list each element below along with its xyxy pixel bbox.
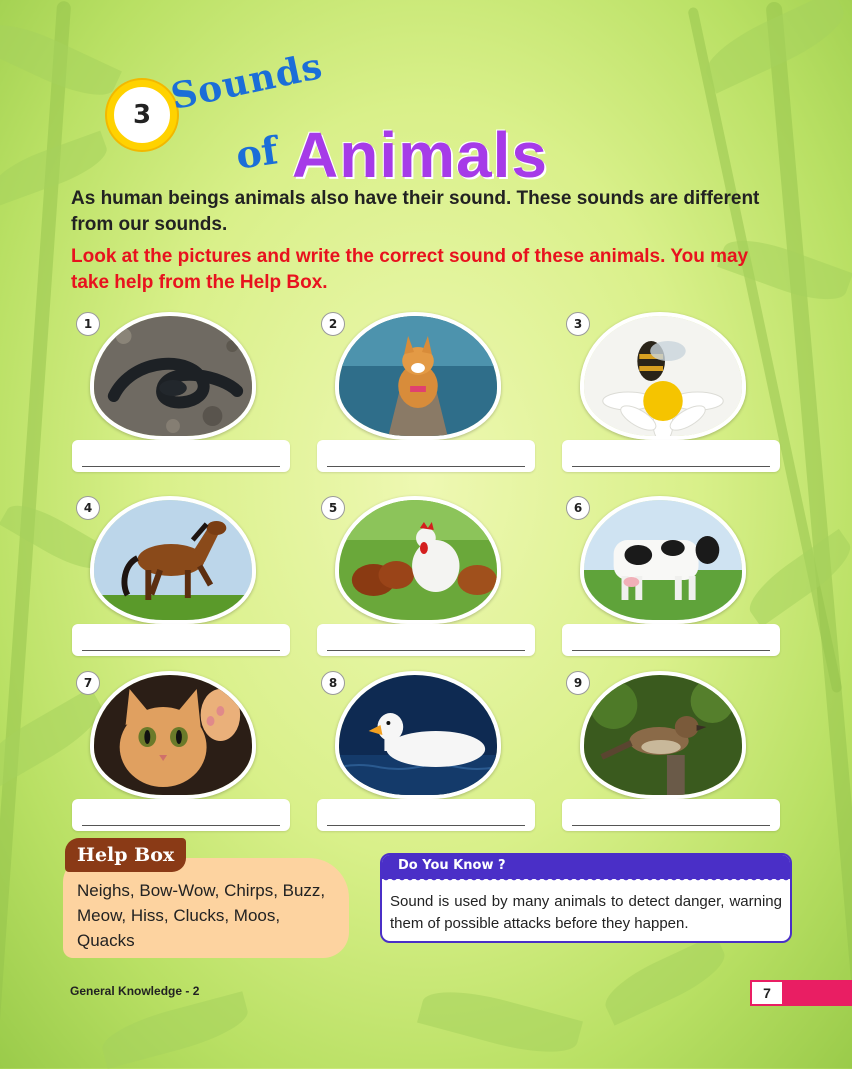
exercise-item-hen [317, 496, 537, 666]
item-number: 6 [566, 496, 590, 520]
exercise-item-cat [72, 671, 292, 841]
item-number: 4 [76, 496, 100, 520]
exercise-item-horse [72, 496, 292, 666]
answer-box [72, 799, 290, 831]
help-box-title: Help Box [65, 838, 186, 872]
title-animals: Animals [292, 119, 548, 191]
exercise-item-cow [562, 496, 782, 666]
snake-image [90, 312, 256, 440]
do-you-know-header [382, 855, 790, 879]
item-number: 2 [321, 312, 345, 336]
exercise-item-duck [317, 671, 537, 841]
answer-input[interactable] [82, 464, 280, 467]
instruction-text: Look at the pictures and write the correct sound of these animals. You may take help from the Help Box. [71, 246, 749, 293]
chapter-number: 3 [132, 100, 152, 130]
item-number: 9 [566, 671, 590, 695]
item-number: 8 [321, 671, 345, 695]
exercise-item-bee [562, 312, 782, 482]
answer-input[interactable] [327, 464, 525, 467]
answer-box [317, 624, 535, 656]
exercise-item-dog [317, 312, 537, 482]
do-you-know-title: Do You Know ? [398, 858, 506, 873]
do-you-know-box [380, 853, 792, 943]
scallop-border [382, 877, 790, 883]
duck-image [335, 671, 501, 799]
title-of: of [233, 127, 281, 178]
help-box-words: Neighs, Bow-Wow, Chirps, Buzz, Meow, Hiss, Clucks, Moos, Quacks [77, 881, 326, 950]
cat-image [90, 671, 256, 799]
answer-box [72, 624, 290, 656]
answer-input[interactable] [572, 648, 770, 651]
exercise-item-sparrow [562, 671, 782, 841]
sparrow-image [580, 671, 746, 799]
footer-subject: General Knowledge - 2 [70, 984, 200, 998]
item-number: 3 [566, 312, 590, 336]
item-number: 1 [76, 312, 100, 336]
answer-box [317, 440, 535, 472]
answer-input[interactable] [82, 648, 280, 651]
cow-image [580, 496, 746, 624]
answer-box [562, 440, 780, 472]
do-you-know-text: Sound is used by many animals to detect danger, warning them of possible attacks before they happen. [390, 893, 782, 932]
answer-input[interactable] [82, 823, 280, 826]
bee-image [580, 312, 746, 440]
answer-box [72, 440, 290, 472]
help-box [63, 858, 349, 958]
page-number: 7 [752, 982, 782, 1004]
answer-box [562, 624, 780, 656]
item-number: 7 [76, 671, 100, 695]
answer-input[interactable] [327, 648, 525, 651]
hen-image [335, 496, 501, 624]
item-number: 5 [321, 496, 345, 520]
answer-input[interactable] [572, 823, 770, 826]
chapter-number-badge [107, 80, 177, 150]
title-sounds: Sounds [167, 44, 327, 118]
intro-text: As human beings animals also have their sound. These sounds are different from our sounds. [71, 188, 760, 235]
answer-box [317, 799, 535, 831]
answer-box [562, 799, 780, 831]
answer-input[interactable] [572, 464, 770, 467]
horse-image [90, 496, 256, 624]
exercise-item-snake [72, 312, 292, 482]
answer-input[interactable] [327, 823, 525, 826]
dog-image [335, 312, 501, 440]
